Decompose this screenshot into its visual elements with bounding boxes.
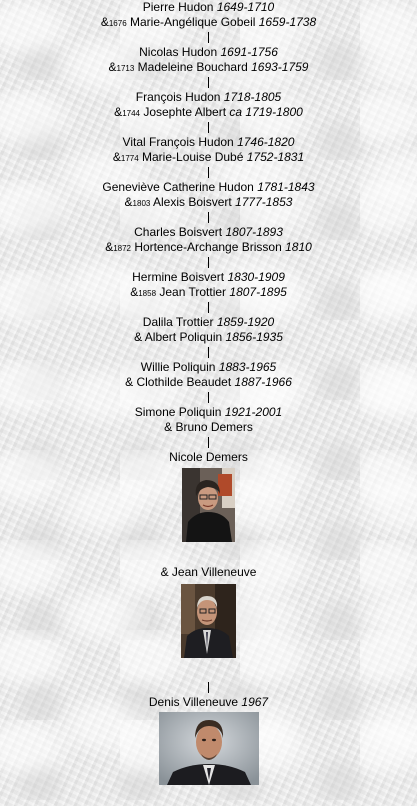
connector-line [208,682,209,693]
ancestor-name: Vital François Hudon [122,135,234,149]
connector-line [208,212,209,223]
ampersand: & [112,150,121,164]
ampersand: & [130,285,139,299]
ancestor-dates: 1883-1965 [218,360,277,374]
ancestor-name-line [0,90,417,105]
ancestor-name: Denis Villeneuve [148,695,239,709]
ancestor-name: Nicolas Hudon [139,45,218,59]
ancestor-dates: 1649-1710 [216,0,275,14]
ampersand: & [125,375,137,389]
ancestor-name: Geneviève Catherine Hudon [102,180,254,194]
ampersand: & [108,60,117,74]
spouse-line [0,330,417,345]
ancestor-name: François Hudon [135,90,221,104]
spouse-dates: 1659-1738 [258,15,317,29]
connector-line [208,122,209,133]
ancestor-name: Pierre Hudon [142,0,214,14]
marriage-year: 1744 [122,109,140,118]
ampersand: & [134,330,145,344]
connector-line [208,32,209,43]
connector-line [208,77,209,88]
connector-line [208,347,209,358]
marriage-year: 1872 [113,244,131,253]
marriage-year: 1803 [132,199,151,208]
spouse-name: Alexis Boisvert [153,195,232,209]
marriage-year: 1676 [108,19,127,28]
ancestor-name: Charles Boisvert [134,225,223,239]
ancestor-dates: 1718-1805 [223,90,282,104]
spouse-name: Madeleine Bouchard [137,60,248,74]
spouse-dates: 1887-1966 [234,375,292,389]
ancestor-name-line [0,360,417,375]
spouse-name: Marie-Angélique Gobeil [130,15,256,29]
connector-line [208,392,209,403]
ampersand: & [105,240,114,254]
spouse-dates: 1777-1853 [235,195,293,209]
spouse-line [0,195,417,211]
connector-line [208,437,209,448]
ancestor-name: Nicole Demers [169,450,248,464]
spouse-dates: 1856-1935 [225,330,283,344]
spouse-name: Marie-Louise Dubé [142,150,244,164]
spouse-name: Jean Trottier [159,285,227,299]
spouse-dates: ca 1719-1800 [229,105,303,119]
ampersand: & [114,105,123,119]
ancestor-name-line [0,135,417,150]
ancestor-dates: 1921-2001 [224,405,283,419]
spouse-name: Albert Poliquin [144,330,223,344]
spouse-line [0,105,417,121]
denis-villeneuve-photo [159,712,259,785]
ancestor-name-line [0,695,417,710]
marriage-year: 1774 [120,154,139,163]
ancestor-name: Dalila Trottier [142,315,214,329]
ancestor-name-line [0,270,417,285]
connector-line [208,257,209,268]
spouse-name: Hortence-Archange Brisson [134,240,282,254]
spouse-line [0,565,417,580]
spouse-dates: 1693-1759 [251,60,309,74]
spouse-line [0,60,417,76]
spouse-line [0,15,417,31]
connector-line [208,167,209,178]
ancestor-name-line [0,45,417,60]
ancestor-name-line [0,405,417,420]
ancestor-name: Willie Poliquin [140,360,216,374]
marriage-year: 1858 [138,289,157,298]
jean-villeneuve-photo [181,584,236,658]
spouse-dates: 1752-1831 [246,150,305,164]
ancestor-dates: 1746-1820 [237,135,295,149]
spouse-dates: 1807-1895 [229,285,287,299]
ancestor-dates: 1781-1843 [257,180,315,194]
nicole-demers-photo [182,468,235,542]
spouse-name: & Jean Villeneuve [160,565,257,579]
spouse-name: Clothilde Beaudet [136,375,232,389]
ancestor-dates: 1807-1893 [225,225,283,239]
ancestor-dates: 1691-1756 [220,45,278,59]
spouse-line [0,285,417,301]
spouse-line [0,240,417,256]
ancestor-dates: 1967 [241,695,269,709]
ancestor-name-line [0,315,417,330]
ampersand: & [124,195,133,209]
connector-line [208,302,209,313]
ancestor-dates: 1830-1909 [227,270,285,284]
ancestor-dates: 1859-1920 [216,315,275,329]
ancestor-name-line [0,0,417,15]
ancestor-name: Simone Poliquin [134,405,222,419]
spouse-dates: 1810 [285,240,312,254]
marriage-year: 1713 [116,64,135,73]
ancestor-name-line [0,180,417,195]
spouse-line [0,150,417,166]
ancestor-name-line [0,450,417,465]
spouse-name: Bruno Demers [175,420,253,434]
spouse-line [0,420,417,435]
spouse-line [0,375,417,390]
ampersand: & [164,420,176,434]
ancestor-name: Hermine Boisvert [132,270,225,284]
ampersand: & [100,15,109,29]
spouse-name: Josephte Albert [143,105,227,119]
ancestor-name-line [0,225,417,240]
